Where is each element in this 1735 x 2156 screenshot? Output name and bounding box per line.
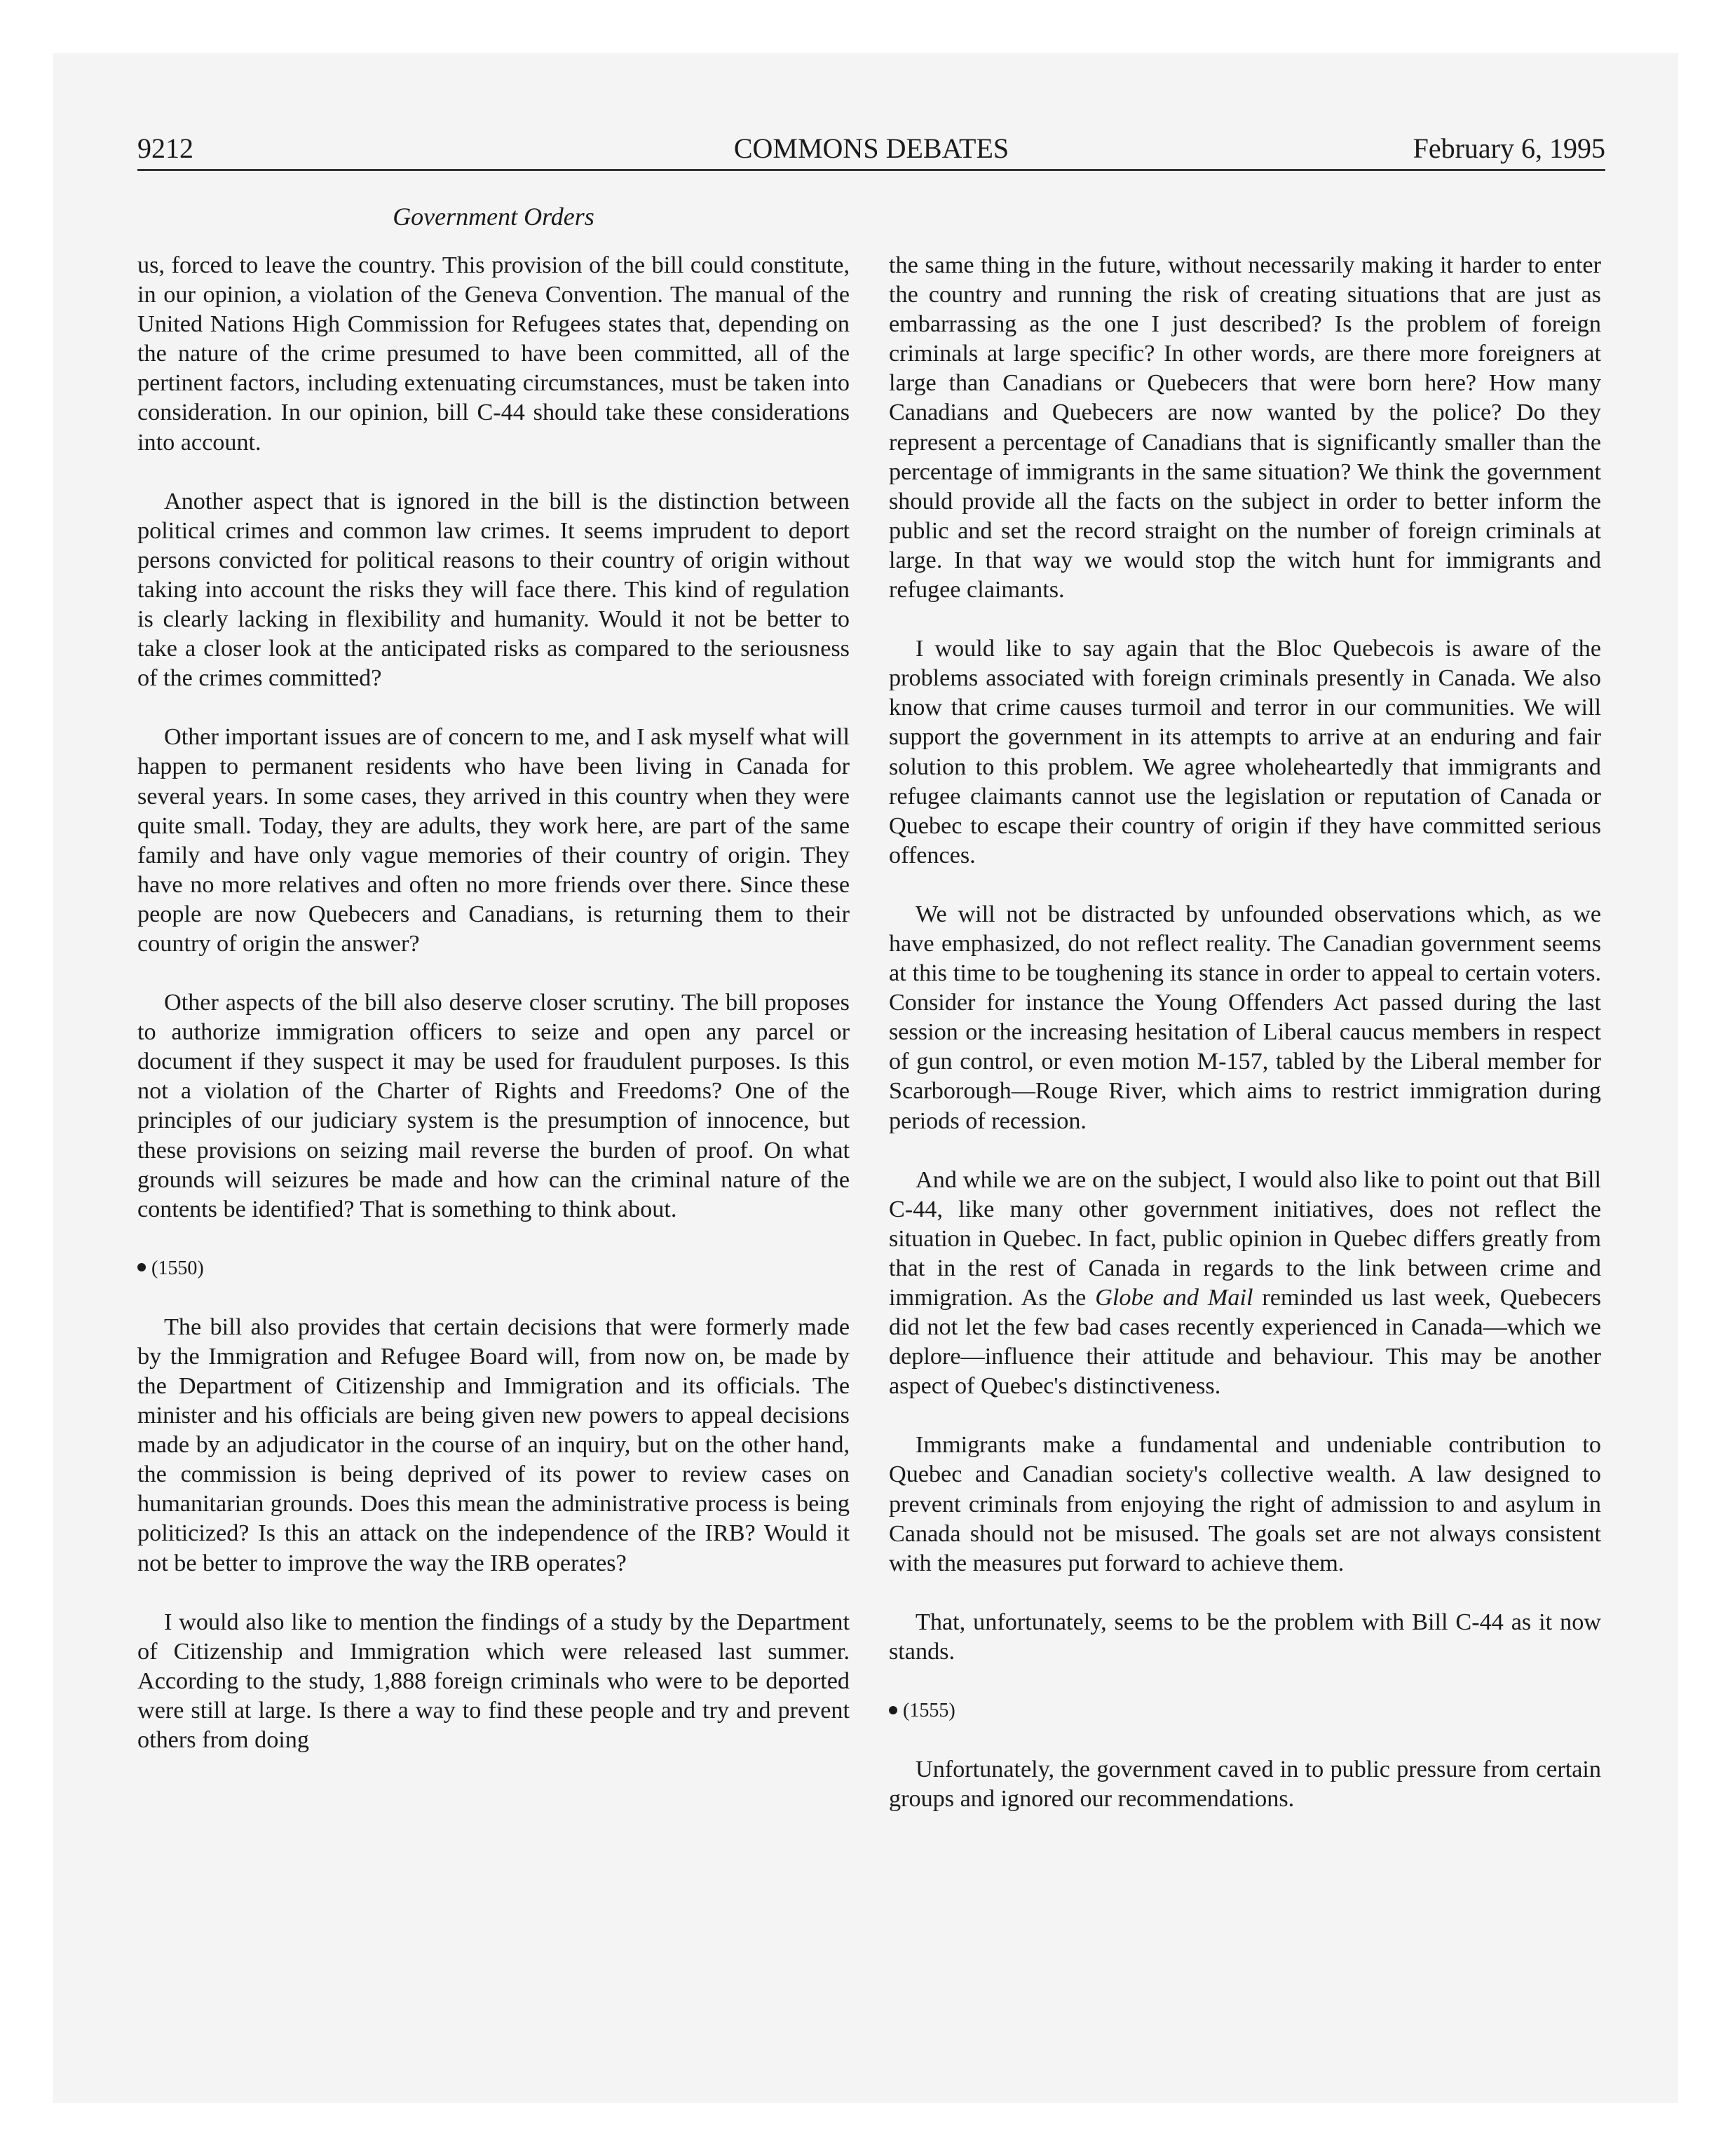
right-column xyxy=(889,251,1601,1843)
paragraph: We will not be distracted by unfounded observations which, as we have emphasized, do not reflect reality. The Canadian government seems at this time to be toughening its stance in order to appeal to certain voters. Consider for instance the Young Offenders Act passed during the last session or the increasing hesitation of Liberal caucus members in respect of gun control, or even motion M-157, tabled by the Liberal member for Scarborough—Rouge River, which aims to restrict immigration during periods of recession. xyxy=(889,901,1601,1134)
header-rule xyxy=(137,169,1605,171)
paragraph: the same thing in the future, without necessarily making it harder to enter the country and running the risk of creating situations that are just as embarrassing as the one I just described? Is the problem of foreign criminals at large specific? In other words, are there more foreigners at large than Canadians or Quebecers that were born here? How many Canadians and Quebecers are now wanted by the police? Do they represent a percentage of Canadians that is significantly smaller than the percentage of immigrants in the same situation? We think the government should provide all the facts on the subject in order to better inform the public and set the record straight on the number of foreign criminals at large. In that way we would stop the witch hunt for immigrants and refugee claimants. xyxy=(889,252,1601,603)
paragraph: Another aspect that is ignored in the bill is the distinction between political crimes and common law crimes. It seems imprudent to deport persons convicted for political reasons to their country of origin without taking into account the risks they will face there. This kind of regulation is clearly lacking in flexibility and humanity. Would it not be better to take a closer look at the anticipated risks as compared to the seriousness of the crimes committed? xyxy=(137,488,850,692)
paragraph: us, forced to leave the country. This provision of the bill could constitute, in our opinion, a violation of the Geneva Convention. The manual of the United Nations High Commission for Refugees states that, depending on the nature of the crime presumed to have been committed, all of the pertinent factors, including extenuating circumstances, must be taken into consideration. In our opinion, bill C-44 should take these considerations into account. xyxy=(137,252,850,456)
page-header xyxy=(137,132,1605,167)
time-marker-label: (1550) xyxy=(151,1257,204,1279)
paragraph: Unfortunately, the government caved in to public pressure from certain groups and ignored our recommendations. xyxy=(889,1756,1601,1813)
time-marker-label: (1555) xyxy=(903,1700,955,1722)
bullet-icon xyxy=(137,1263,146,1271)
newspaper-title: Globe and Mail xyxy=(1095,1285,1253,1311)
time-marker xyxy=(137,1254,850,1283)
paragraph: Other aspects of the bill also deserve closer scrutiny. The bill proposes to authorize immigration officers to seize and open any parcel or document if they suspect it may be used for fraudulent purposes. Is this not a violation of the Charter of Rights and Freedoms? One of the principles of our judiciary system is the presumption of innocence, but these provisions on seizing mail reverse the burden of proof. On what grounds will seizures be made and how can the criminal nature of the contents be identified? That is something to think about. xyxy=(137,990,850,1222)
section-title: Government Orders xyxy=(393,203,594,231)
time-marker xyxy=(889,1696,1601,1726)
page-number: 9212 xyxy=(137,132,193,164)
bullet-icon xyxy=(889,1706,897,1714)
paragraph: I would like to say again that the Bloc Quebecois is aware of the problems associated with foreign criminals presently in Canada. We also know that crime causes turmoil and terror in our communities. We will support the government in its attempts to arrive at an enduring and fair solution to this problem. We agree wholeheartedly that immigrants and refugee claimants cannot use the legislation or reputation of Canada or Quebec to escape their country of origin if they have committed serious offences. xyxy=(889,636,1601,868)
paragraph: That, unfortunately, seems to be the problem with Bill C-44 as it now stands. xyxy=(889,1609,1601,1665)
paragraph: Other important issues are of concern to me, and I ask myself what will happen to permanent residents who have been living in Canada for several years. In some cases, they arrived in this country when they were quite small. Today, they are adults, they work here, are part of the same family and have only vague memories of their country of origin. They have no more relatives and often no more friends over there. Since these people are now Quebecers and Canadians, is returning them to their country of origin the answer? xyxy=(137,724,850,957)
paragraph xyxy=(889,1166,1601,1402)
paragraph-text: And while we are on the subject, I would also like to point out that Bill C-44, like many other government initiatives, does not reflect the situation in Quebec. In fact, public opinion in Quebec differs greatly from that in the rest of Canada in regards to the link between crime and immigration. As the xyxy=(889,1166,1601,1311)
left-column xyxy=(137,251,850,1785)
paragraph-text: reminded us last week, Quebecers did not let the few bad cases recently experienced in Canada—which we deplore—influence their attitude and behaviour. This may be another aspect of Quebec's distinctiveness. xyxy=(889,1285,1602,1400)
journal-title: COMMONS DEBATES xyxy=(733,132,1009,164)
paragraph: Immigrants make a fundamental and undeniable contribution to Quebec and Canadian society's collective wealth. A law designed to prevent criminals from enjoying the right of admission to and asylum in Canada should not be misused. The goals set are not always consistent with the measures put forward to achieve them. xyxy=(889,1432,1601,1576)
paragraph: The bill also provides that certain decisions that were formerly made by the Immigration and Refugee Board will, from now on, be made by the Department of Citizenship and Immigration and its officials. The minister and his officials are being given new powers to appeal decisions made by an adjudicator in the course of an inquiry, but on the other hand, the commission is being deprived of its power to review cases on humanitarian grounds. Does this mean the administrative process is being politicized? Is this an attack on the independence of the IRB? Would it not be better to improve the way the IRB operates? xyxy=(137,1314,850,1576)
paragraph: I would also like to mention the findings of a study by the Department of Citizenship and Immigration which were released last summer. According to the study, 1,888 foreign criminals who were to be deported were still at large. Is there a way to find these people and try and prevent others from doing xyxy=(137,1609,850,1754)
issue-date: February 6, 1995 xyxy=(1413,132,1605,164)
